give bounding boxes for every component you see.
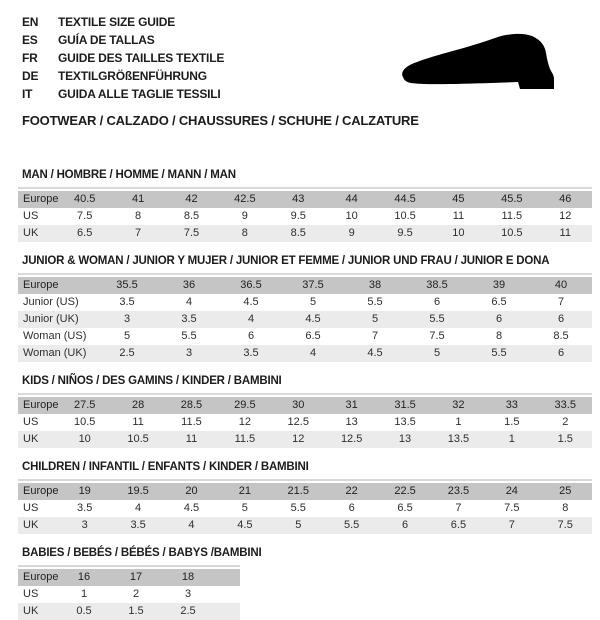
size-cell: 7 <box>371 330 379 342</box>
size-cell: 3.5 <box>119 296 135 308</box>
size-cell: 5.5 <box>290 502 306 514</box>
size-cell: 4.5 <box>183 502 200 514</box>
size-cell: 45.5 <box>501 193 523 205</box>
filler-cell <box>214 586 240 603</box>
size-cell: 6 <box>557 313 565 325</box>
table-wrap <box>18 187 592 242</box>
size-cell: 46 <box>559 193 572 205</box>
size-cell: 2 <box>132 588 140 600</box>
size-cell: 11 <box>452 210 465 222</box>
size-table-man <box>18 191 592 242</box>
table-row <box>18 517 592 534</box>
size-cell: 7.5 <box>77 210 93 222</box>
size-cell: 33.5 <box>554 399 576 411</box>
size-cell: 24 <box>505 485 518 497</box>
row-label: Europe <box>23 279 59 291</box>
size-cell: 38 <box>368 279 382 291</box>
table-row <box>18 345 592 362</box>
size-cell: 10.5 <box>73 416 96 428</box>
row-label: Junior (US) <box>23 296 79 308</box>
language-label: GUIDE DES TAILLES TEXTILE <box>58 51 225 65</box>
table-row <box>18 569 240 586</box>
size-cell: 9 <box>241 210 248 222</box>
size-cell: 3.5 <box>77 502 93 514</box>
row-label: US <box>23 416 39 428</box>
size-cell: 12 <box>292 433 305 445</box>
size-cell: 6 <box>348 502 355 514</box>
size-cell: 4 <box>247 313 255 325</box>
size-cell: 7.5 <box>429 330 445 342</box>
size-cell: 5 <box>309 296 317 308</box>
size-cell: 6.5 <box>305 330 321 342</box>
size-cell: 0.5 <box>76 605 92 617</box>
size-sections <box>18 169 592 620</box>
size-cell: 2.5 <box>180 605 196 617</box>
size-cell: 12 <box>559 210 572 222</box>
size-section-babies <box>18 547 592 620</box>
size-cell: 2 <box>562 416 569 428</box>
size-cell: 12.5 <box>340 433 363 445</box>
size-cell: 43 <box>292 193 305 205</box>
table-row <box>18 431 592 448</box>
size-cell: 28.5 <box>180 399 203 411</box>
size-cell: 13 <box>345 416 358 428</box>
size-cell: 27.5 <box>73 399 96 411</box>
size-cell: 42.5 <box>234 193 256 205</box>
size-cell: 7 <box>557 296 565 308</box>
language-label: GUIDA ALLE TAGLIE TESSILI <box>58 87 221 101</box>
table-row <box>18 500 592 517</box>
size-cell: 1 <box>455 416 462 428</box>
size-cell: 4.5 <box>367 347 383 359</box>
size-cell: 7 <box>135 227 142 239</box>
size-cell: 7.5 <box>557 519 573 531</box>
size-cell: 45 <box>452 193 465 205</box>
row-label: Europe <box>23 399 59 411</box>
size-cell: 44 <box>345 193 358 205</box>
size-cell: 44.5 <box>394 193 416 205</box>
table-row <box>18 586 240 603</box>
size-cell: 9 <box>348 227 355 239</box>
size-cell: 6.5 <box>491 296 507 308</box>
size-cell: 36.5 <box>240 279 262 291</box>
size-table-children <box>18 483 592 534</box>
size-cell: 5.5 <box>491 347 507 359</box>
size-cell: 3.5 <box>130 519 146 531</box>
table-row <box>18 191 592 208</box>
language-code: EN <box>22 15 39 29</box>
size-cell: 3.5 <box>181 313 197 325</box>
row-label: Junior (UK) <box>23 313 79 325</box>
size-cell: 30 <box>292 399 305 411</box>
table-row <box>18 483 592 500</box>
size-cell: 4 <box>185 296 193 308</box>
size-cell: 6 <box>557 347 565 359</box>
size-cell: 4 <box>135 502 142 514</box>
size-cell: 40.5 <box>73 193 96 205</box>
table-row <box>18 328 592 345</box>
size-cell: 41 <box>131 193 145 205</box>
size-cell: 4 <box>309 347 317 359</box>
size-cell: 6.5 <box>77 227 93 239</box>
section-title: MAN / HOMBRE / HOMME / MANN / MAN <box>22 169 236 181</box>
size-cell: 1 <box>80 588 88 600</box>
size-cell: 7.5 <box>183 227 200 239</box>
size-cell: 11 <box>185 433 198 445</box>
size-table-junior_woman <box>18 277 592 362</box>
size-cell: 40 <box>554 279 568 291</box>
row-label: UK <box>23 519 39 531</box>
size-cell: 22 <box>345 485 358 497</box>
size-cell: 5.5 <box>344 519 360 531</box>
size-cell: 13 <box>398 433 412 445</box>
section-title: BABIES / BEBÉS / BÉBÉS / BABYS /BAMBINI <box>22 547 262 559</box>
size-cell: 5 <box>123 330 131 342</box>
size-cell: 6 <box>495 313 503 325</box>
language-label: TEXTILGRÖßENFÜHRUNG <box>58 69 207 83</box>
size-cell: 17 <box>129 571 143 583</box>
size-cell: 21 <box>238 485 251 497</box>
section-title: JUNIOR & WOMAN / JUNIOR Y MUJER / JUNIOR ET FEMME / JUNIOR UND FRAU / JUNIOR E DONA <box>22 255 550 267</box>
size-cell: 36 <box>182 279 196 291</box>
size-cell: 5.5 <box>367 296 383 308</box>
size-cell: 5 <box>241 502 248 514</box>
table-row <box>18 208 592 225</box>
size-section-children <box>18 461 592 534</box>
size-cell: 9.5 <box>290 210 306 222</box>
size-cell: 23.5 <box>447 485 470 497</box>
size-cell: 16 <box>77 571 91 583</box>
size-cell: 5 <box>371 313 379 325</box>
table-wrap <box>18 273 592 362</box>
size-cell: 8.5 <box>553 330 569 342</box>
table-row <box>18 225 592 242</box>
size-cell: 11.5 <box>501 210 523 222</box>
row-label: Europe <box>23 193 59 205</box>
size-table-kids <box>18 397 592 448</box>
size-cell: 7.5 <box>504 502 520 514</box>
section-title: KIDS / NIÑOS / DES GAMINS / KINDER / BAMBINI <box>22 375 282 387</box>
size-cell: 6 <box>247 330 255 342</box>
row-label: UK <box>23 433 39 445</box>
size-cell: 37.5 <box>302 279 324 291</box>
language-code: ES <box>22 33 38 47</box>
size-cell: 8 <box>495 330 503 342</box>
size-cell: 31 <box>345 399 358 411</box>
size-cell: 1 <box>508 433 515 445</box>
size-cell: 10 <box>78 433 91 445</box>
size-cell: 28 <box>131 399 145 411</box>
size-cell: 7 <box>455 502 462 514</box>
row-label: Woman (US) <box>23 330 87 342</box>
size-cell: 8 <box>241 227 248 239</box>
size-cell: 12 <box>238 416 251 428</box>
size-cell: 11.5 <box>234 433 256 445</box>
size-section-man <box>18 169 592 242</box>
table-wrap <box>18 479 592 534</box>
size-cell: 5.5 <box>429 313 445 325</box>
section-title: CHILDREN / INFANTIL / ENFANTS / KINDER / BAMBINI <box>22 461 309 473</box>
size-section-junior_woman <box>18 255 592 362</box>
size-cell: 8.5 <box>290 227 306 239</box>
size-cell: 8 <box>562 502 569 514</box>
table-row <box>18 397 592 414</box>
size-cell: 39 <box>492 279 506 291</box>
language-label: TEXTILE SIZE GUIDE <box>58 15 176 29</box>
dress-shoe-icon <box>398 33 578 95</box>
row-label: US <box>23 502 39 514</box>
size-cell: 8.5 <box>183 210 200 222</box>
size-cell: 11 <box>132 416 144 428</box>
size-cell: 5 <box>295 519 302 531</box>
size-cell: 10 <box>345 210 358 222</box>
row-label: UK <box>23 605 39 617</box>
size-section-kids <box>18 375 592 448</box>
size-cell: 3 <box>81 519 88 531</box>
size-cell: 20 <box>185 485 198 497</box>
language-code: DE <box>22 69 39 83</box>
language-code: IT <box>22 87 33 101</box>
row-label: UK <box>23 227 39 239</box>
size-table-babies <box>18 569 240 620</box>
size-cell: 19.5 <box>127 485 149 497</box>
size-cell: 10.5 <box>394 210 416 222</box>
size-cell: 38.5 <box>426 279 448 291</box>
size-cell: 33 <box>505 399 518 411</box>
row-label: US <box>23 588 39 600</box>
table-row <box>18 277 592 294</box>
language-label: GUÍA DE TALLAS <box>58 33 155 47</box>
size-cell: 6 <box>401 519 409 531</box>
size-cell: 8 <box>135 210 142 222</box>
size-cell: 4.5 <box>305 313 321 325</box>
size-cell: 6.5 <box>450 519 467 531</box>
row-label: Europe <box>23 571 59 583</box>
size-cell: 3.5 <box>243 347 259 359</box>
size-cell: 11.5 <box>181 416 202 428</box>
table-row <box>18 294 592 311</box>
table-wrap <box>18 393 592 448</box>
size-cell: 29.5 <box>234 399 256 411</box>
size-cell: 22.5 <box>394 485 416 497</box>
size-cell: 42 <box>185 193 198 205</box>
size-cell: 6.5 <box>397 502 413 514</box>
size-cell: 3 <box>185 347 193 359</box>
table-wrap <box>18 565 240 620</box>
size-cell: 13.5 <box>394 416 416 428</box>
size-cell: 10 <box>452 227 465 239</box>
size-cell: 32 <box>452 399 465 411</box>
size-cell: 31.5 <box>394 399 416 411</box>
size-cell: 35.5 <box>116 279 138 291</box>
size-cell: 1.5 <box>128 605 144 617</box>
size-cell: 13.5 <box>447 433 470 445</box>
size-cell: 1.5 <box>557 433 573 445</box>
size-cell: 3 <box>184 588 192 600</box>
filler-cell <box>214 569 240 586</box>
filler-cell <box>214 603 240 620</box>
size-cell: 12.5 <box>287 416 309 428</box>
language-row <box>22 13 592 31</box>
row-label: US <box>23 210 39 222</box>
size-cell: 6 <box>433 296 441 308</box>
size-cell: 11 <box>559 227 571 239</box>
row-label: Woman (UK) <box>23 347 87 359</box>
table-row <box>18 311 592 328</box>
size-cell: 5.5 <box>181 330 197 342</box>
row-label: Europe <box>23 485 59 497</box>
size-cell: 25 <box>559 485 572 497</box>
size-cell: 10.5 <box>127 433 149 445</box>
size-cell: 21.5 <box>287 485 309 497</box>
table-row <box>18 603 240 620</box>
size-cell: 7 <box>508 519 515 531</box>
size-cell: 4 <box>188 519 195 531</box>
footwear-title: FOOTWEAR / CALZADO / CHAUSSURES / SCHUHE / CALZATURE <box>22 113 419 128</box>
size-cell: 10.5 <box>501 227 523 239</box>
size-cell: 4.5 <box>243 296 259 308</box>
size-cell: 9.5 <box>397 227 413 239</box>
size-cell: 4.5 <box>237 519 253 531</box>
language-code: FR <box>22 51 38 65</box>
size-cell: 2.5 <box>119 347 135 359</box>
size-cell: 18 <box>181 571 195 583</box>
size-cell: 19 <box>78 485 91 497</box>
size-cell: 5 <box>433 347 441 359</box>
size-cell: 1.5 <box>504 416 520 428</box>
table-row <box>18 414 592 431</box>
size-cell: 3 <box>123 313 131 325</box>
